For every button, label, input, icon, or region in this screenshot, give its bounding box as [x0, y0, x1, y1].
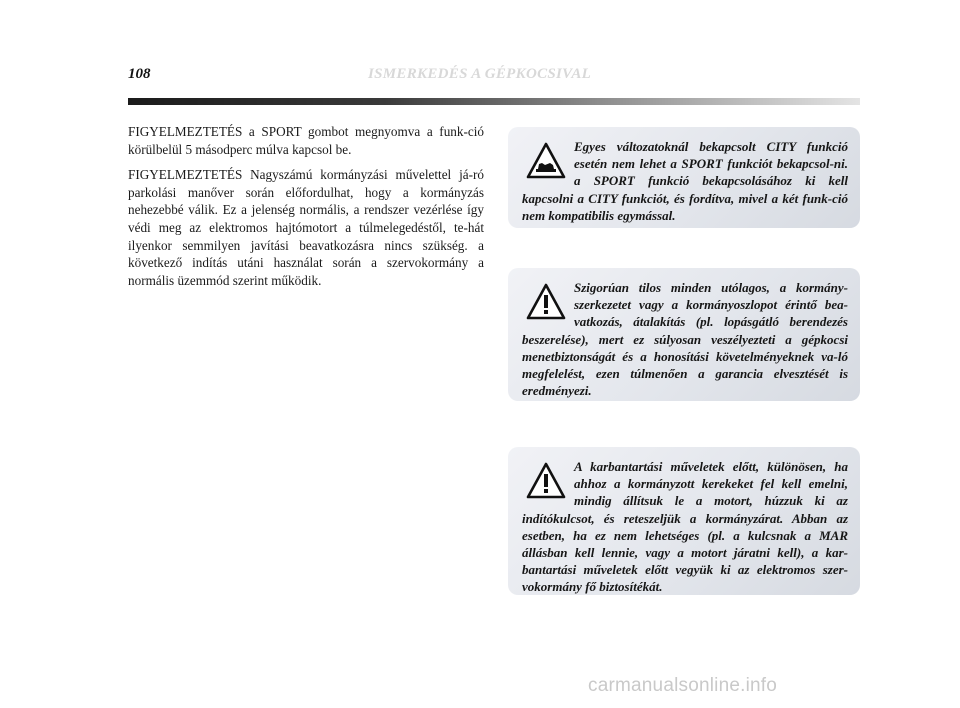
main-text-column — [128, 123, 484, 297]
paragraph-sport-warning: FIGYELMEZTETÉS a SPORT gombot megnyomva a funk-ció körülbelül 5 másodperc múlva kapcsol be. — [128, 124, 484, 157]
header-divider — [128, 98, 860, 105]
section-title: ISMERKEDÉS A GÉPKOCSIVAL — [368, 66, 592, 82]
paragraph-parking-warning: FIGYELMEZTETÉS Nagyszámú kormányzási művelettel já-ró parkolási manőver során előfordulhat, hogy a kormányzás nehezebbé válik. Ez a jelenség normális, a rendszer vezérlése így védi meg az elektromos hajtómotort a túlmelegedéstől, te-hát ilyenkor semmilyen javítási beavatkozásra nincs szükség. a következő indítás utáni használat során a szervokormány a normális üzemmód szerint működik. — [128, 167, 484, 288]
page-number: 108 — [128, 66, 151, 82]
note-text: A karbantartási műveletek előtt, különösen, ha ahhoz a kormányzott kerekeket fel kell emelni, mindig állítsuk le a motort, húzzuk ki az indítókulcsot, és reteszeljük a kormányzárat. Abban az esetben, ha ez nem lehetséges (pl. a kulcsnak a MAR állásban kell lennie, vagy a motort járatni kell), a kar-bantartási műveletek előtt vegyük ki az elektromos szer-vokormány fő biztosítékát. — [522, 459, 848, 595]
warning-triangle-icon — [526, 462, 566, 500]
note-box-steering-modification — [508, 268, 860, 401]
note-box-city-sport — [508, 127, 860, 228]
note-box-maintenance — [508, 447, 860, 595]
caution-hand-icon — [526, 142, 566, 180]
note-text: Szigorúan tilos minden utólagos, a kormány-szerkezetet vagy a kormányoszlopot érintő bea-vatkozás, átalakítás (pl. lopásgátló berendezés beszerelése), mert ez súlyosan veszélyezteti a gépkocsi menetbiztonságát és a honosítási követelményeknek va-ló megfelelést, ezen túlmenően a garancia elvesztését is eredményezi. — [522, 280, 848, 399]
warning-triangle-icon — [526, 283, 566, 321]
watermark: carmanualsonline.info — [588, 675, 778, 696]
note-text: Egyes változatoknál bekapcsolt CITY funkció esetén nem lehet a SPORT funkciót bekapcsol-ni. a SPORT funkció bekapcsolásához ki kell kapcsolni a CITY funkciót, és fordítva, mivel a két funk-ció nem kompatibilis egymással. — [522, 139, 848, 223]
